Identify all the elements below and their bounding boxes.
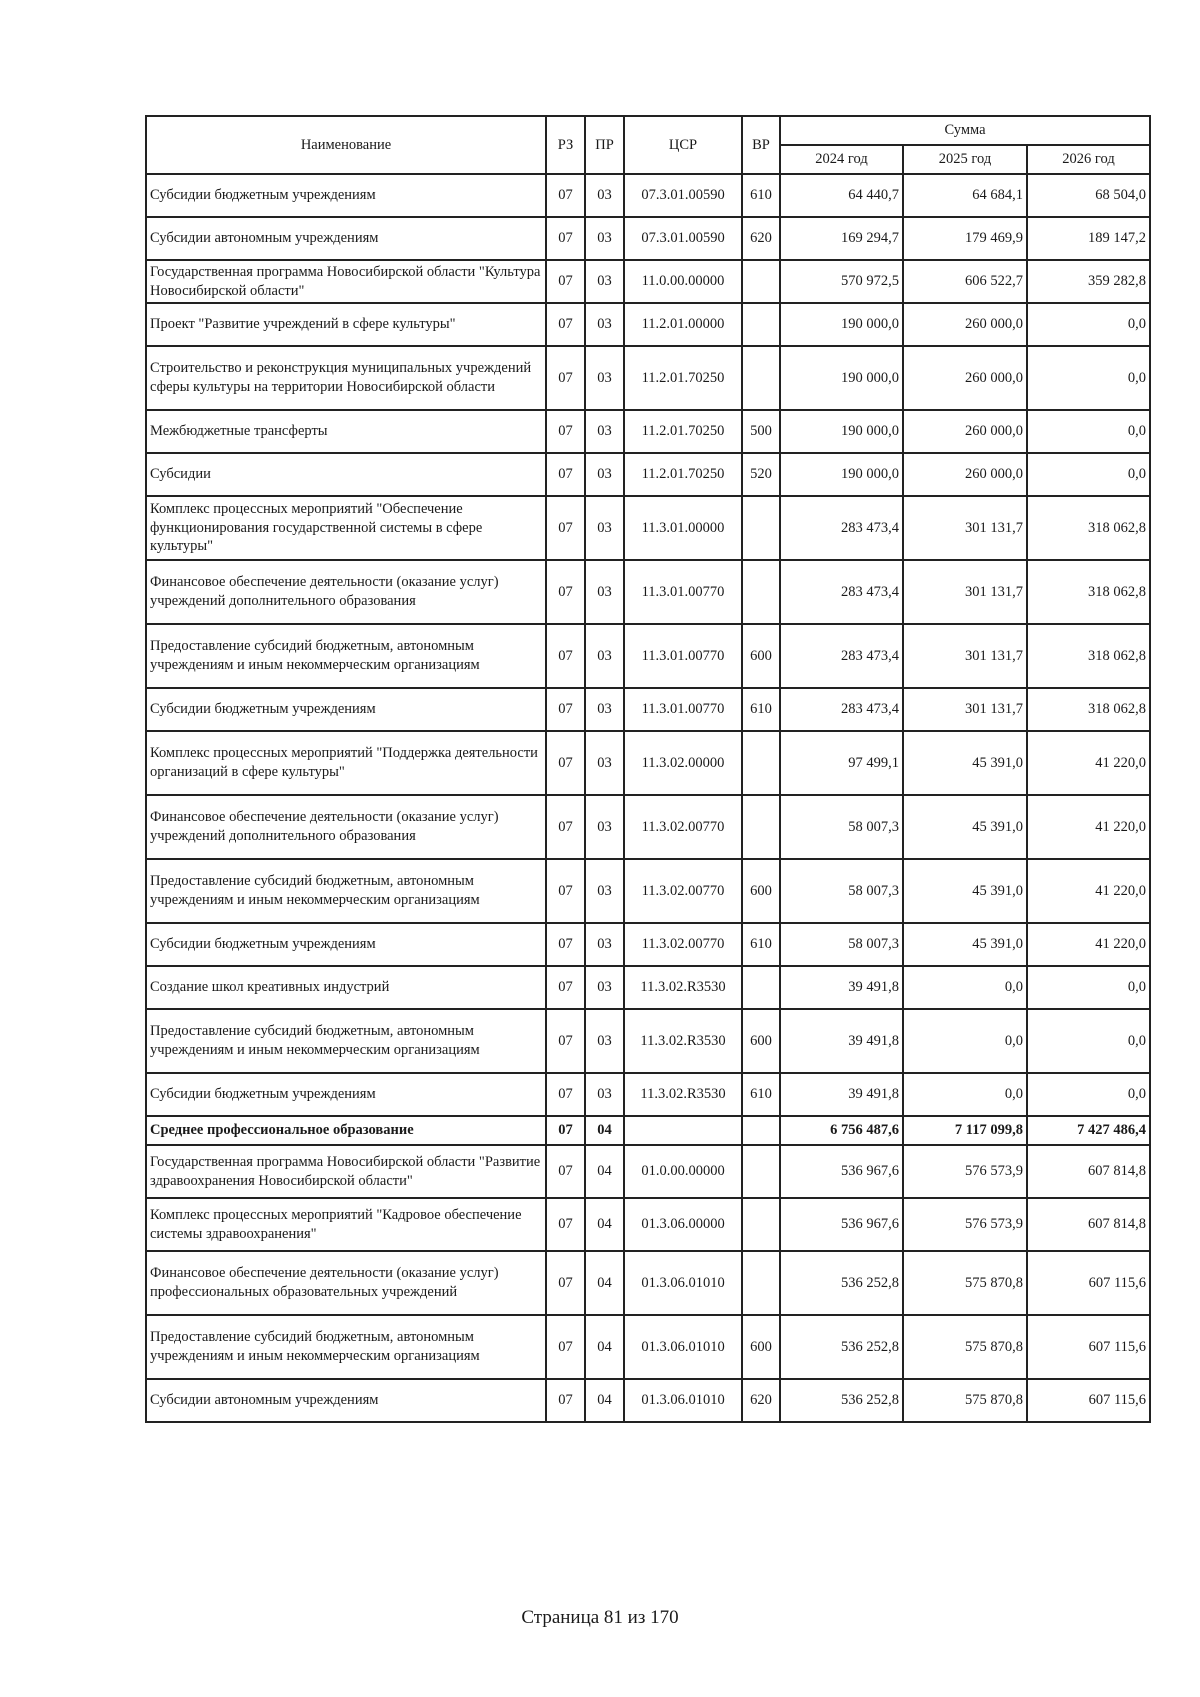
cell-pr: 03: [585, 923, 624, 966]
cell-amount-2026: 318 062,8: [1027, 560, 1150, 624]
cell-amount-2026: 7 427 486,4: [1027, 1116, 1150, 1145]
page-number: Страница 81 из 170: [521, 1607, 679, 1628]
cell-csr: 11.3.02.R3530: [624, 966, 742, 1009]
cell-amount-2025: 575 870,8: [903, 1379, 1027, 1422]
table-row: [146, 731, 1150, 795]
budget-table: [145, 115, 1151, 1423]
cell-vr: 610: [742, 688, 780, 731]
header-csr: ЦСР: [624, 116, 742, 174]
cell-rz: 07: [546, 1251, 585, 1315]
cell-csr: 11.2.01.70250: [624, 346, 742, 410]
cell-amount-2026: 318 062,8: [1027, 688, 1150, 731]
cell-csr: 11.3.01.00770: [624, 688, 742, 731]
cell-vr: [742, 1145, 780, 1198]
cell-rz: 07: [546, 496, 585, 560]
cell-name: Субсидии бюджетным учреждениям: [146, 1073, 546, 1116]
table-row: [146, 1116, 1150, 1145]
table-row: [146, 174, 1150, 217]
cell-amount-2025: 7 117 099,8: [903, 1116, 1027, 1145]
cell-vr: [742, 1251, 780, 1315]
cell-pr: 03: [585, 966, 624, 1009]
cell-pr: 03: [585, 1009, 624, 1073]
cell-vr: 600: [742, 859, 780, 923]
cell-amount-2026: 41 220,0: [1027, 859, 1150, 923]
cell-pr: 04: [585, 1116, 624, 1145]
cell-amount-2024: 97 499,1: [780, 731, 903, 795]
table-row: [146, 1073, 1150, 1116]
cell-rz: 07: [546, 966, 585, 1009]
cell-rz: 07: [546, 1116, 585, 1145]
cell-amount-2025: 45 391,0: [903, 923, 1027, 966]
cell-csr: 11.3.02.00770: [624, 923, 742, 966]
cell-rz: 07: [546, 217, 585, 260]
cell-csr: 01.3.06.00000: [624, 1198, 742, 1251]
cell-amount-2025: 301 131,7: [903, 560, 1027, 624]
cell-rz: 07: [546, 731, 585, 795]
cell-amount-2025: 606 522,7: [903, 260, 1027, 303]
cell-rz: 07: [546, 1145, 585, 1198]
cell-pr: 04: [585, 1198, 624, 1251]
cell-amount-2024: 169 294,7: [780, 217, 903, 260]
cell-amount-2026: 607 115,6: [1027, 1315, 1150, 1379]
table-row: [146, 1198, 1150, 1251]
cell-name: Предоставление субсидий бюджетным, автономным учреждениям и иным некоммерческим организациям: [146, 624, 546, 688]
cell-vr: [742, 1198, 780, 1251]
cell-name: Предоставление субсидий бюджетным, автономным учреждениям и иным некоммерческим организациям: [146, 1315, 546, 1379]
cell-vr: [742, 966, 780, 1009]
cell-name: Комплекс процессных мероприятий "Кадровое обеспечение системы здравоохранения": [146, 1198, 546, 1251]
cell-amount-2024: 39 491,8: [780, 1073, 903, 1116]
cell-amount-2024: 283 473,4: [780, 496, 903, 560]
cell-amount-2026: 607 814,8: [1027, 1145, 1150, 1198]
cell-pr: 03: [585, 1073, 624, 1116]
cell-amount-2024: 570 972,5: [780, 260, 903, 303]
cell-vr: 610: [742, 174, 780, 217]
cell-pr: 04: [585, 1315, 624, 1379]
cell-vr: 610: [742, 923, 780, 966]
cell-amount-2024: 536 252,8: [780, 1251, 903, 1315]
table-row: [146, 688, 1150, 731]
cell-pr: 04: [585, 1251, 624, 1315]
cell-amount-2025: 0,0: [903, 1009, 1027, 1073]
cell-csr: [624, 1116, 742, 1145]
cell-name: Субсидии автономным учреждениям: [146, 217, 546, 260]
cell-name: Проект "Развитие учреждений в сфере культуры": [146, 303, 546, 346]
cell-amount-2024: 536 252,8: [780, 1379, 903, 1422]
cell-amount-2026: 68 504,0: [1027, 174, 1150, 217]
cell-amount-2025: 179 469,9: [903, 217, 1027, 260]
cell-amount-2026: 0,0: [1027, 1009, 1150, 1073]
cell-name: Комплекс процессных мероприятий "Поддержка деятельности организаций в сфере культуры": [146, 731, 546, 795]
cell-name: Государственная программа Новосибирской области "Развитие здравоохранения Новосибирской области": [146, 1145, 546, 1198]
cell-amount-2026: 0,0: [1027, 453, 1150, 496]
table-row: [146, 966, 1150, 1009]
cell-amount-2026: 318 062,8: [1027, 496, 1150, 560]
cell-rz: 07: [546, 795, 585, 859]
cell-pr: 03: [585, 731, 624, 795]
cell-vr: 600: [742, 1009, 780, 1073]
cell-pr: 03: [585, 795, 624, 859]
header-year-2026: 2026 год: [1027, 145, 1150, 174]
header-year-2025: 2025 год: [903, 145, 1027, 174]
cell-pr: 03: [585, 624, 624, 688]
table-row: [146, 1251, 1150, 1315]
header-sum: Сумма: [780, 116, 1150, 145]
table-header: [146, 116, 1150, 174]
table-row: [146, 410, 1150, 453]
cell-name: Комплекс процессных мероприятий "Обеспечение функционирования государственной системы в сфере культуры": [146, 496, 546, 560]
cell-amount-2024: 536 967,6: [780, 1198, 903, 1251]
cell-amount-2026: 0,0: [1027, 410, 1150, 453]
cell-amount-2024: 283 473,4: [780, 560, 903, 624]
cell-vr: [742, 346, 780, 410]
cell-amount-2024: 64 440,7: [780, 174, 903, 217]
table-row: [146, 260, 1150, 303]
cell-amount-2024: 190 000,0: [780, 346, 903, 410]
cell-amount-2025: 576 573,9: [903, 1145, 1027, 1198]
header-rz: РЗ: [546, 116, 585, 174]
cell-amount-2026: 0,0: [1027, 966, 1150, 1009]
cell-amount-2024: 58 007,3: [780, 859, 903, 923]
cell-amount-2025: 45 391,0: [903, 795, 1027, 859]
table-row: [146, 1315, 1150, 1379]
cell-rz: 07: [546, 923, 585, 966]
table-row: [146, 1009, 1150, 1073]
table-row: [146, 217, 1150, 260]
cell-csr: 11.3.02.00000: [624, 731, 742, 795]
cell-amount-2026: 318 062,8: [1027, 624, 1150, 688]
cell-amount-2024: 58 007,3: [780, 795, 903, 859]
cell-pr: 03: [585, 496, 624, 560]
header-year-2024: 2024 год: [780, 145, 903, 174]
cell-name: Предоставление субсидий бюджетным, автономным учреждениям и иным некоммерческим организациям: [146, 859, 546, 923]
cell-name: Субсидии автономным учреждениям: [146, 1379, 546, 1422]
cell-amount-2024: 283 473,4: [780, 688, 903, 731]
cell-amount-2025: 260 000,0: [903, 410, 1027, 453]
cell-name: Субсидии бюджетным учреждениям: [146, 688, 546, 731]
cell-vr: 610: [742, 1073, 780, 1116]
cell-amount-2026: 41 220,0: [1027, 795, 1150, 859]
cell-rz: 07: [546, 1198, 585, 1251]
cell-csr: 11.3.02.00770: [624, 859, 742, 923]
cell-name: Среднее профессиональное образование: [146, 1116, 546, 1145]
cell-rz: 07: [546, 1315, 585, 1379]
cell-rz: 07: [546, 1073, 585, 1116]
table-row: [146, 859, 1150, 923]
table-row: [146, 496, 1150, 560]
cell-amount-2026: 607 115,6: [1027, 1251, 1150, 1315]
cell-pr: 03: [585, 859, 624, 923]
cell-rz: 07: [546, 560, 585, 624]
cell-vr: [742, 731, 780, 795]
cell-name: Финансовое обеспечение деятельности (оказание услуг) учреждений дополнительного образования: [146, 560, 546, 624]
cell-csr: 11.3.01.00770: [624, 624, 742, 688]
cell-rz: 07: [546, 453, 585, 496]
cell-rz: 07: [546, 1379, 585, 1422]
table-row: [146, 795, 1150, 859]
cell-amount-2025: 260 000,0: [903, 303, 1027, 346]
cell-csr: 01.3.06.01010: [624, 1379, 742, 1422]
cell-amount-2025: 575 870,8: [903, 1315, 1027, 1379]
cell-name: Государственная программа Новосибирской области "Культура Новосибирской области": [146, 260, 546, 303]
cell-rz: 07: [546, 346, 585, 410]
cell-amount-2026: 0,0: [1027, 1073, 1150, 1116]
header-name: Наименование: [146, 116, 546, 174]
cell-pr: 03: [585, 174, 624, 217]
cell-rz: 07: [546, 174, 585, 217]
cell-rz: 07: [546, 410, 585, 453]
cell-vr: 520: [742, 453, 780, 496]
cell-amount-2026: 359 282,8: [1027, 260, 1150, 303]
cell-vr: 620: [742, 1379, 780, 1422]
cell-amount-2026: 41 220,0: [1027, 923, 1150, 966]
cell-amount-2025: 45 391,0: [903, 859, 1027, 923]
cell-amount-2025: 301 131,7: [903, 496, 1027, 560]
cell-csr: 11.3.01.00770: [624, 560, 742, 624]
cell-csr: 11.3.02.R3530: [624, 1009, 742, 1073]
cell-pr: 03: [585, 260, 624, 303]
cell-csr: 01.3.06.01010: [624, 1315, 742, 1379]
cell-vr: [742, 795, 780, 859]
cell-csr: 11.2.01.70250: [624, 453, 742, 496]
cell-csr: 11.3.02.R3530: [624, 1073, 742, 1116]
cell-name: Предоставление субсидий бюджетным, автономным учреждениям и иным некоммерческим организациям: [146, 1009, 546, 1073]
header-vr: ВР: [742, 116, 780, 174]
cell-amount-2024: 39 491,8: [780, 966, 903, 1009]
cell-rz: 07: [546, 859, 585, 923]
cell-amount-2024: 6 756 487,6: [780, 1116, 903, 1145]
table-row: [146, 453, 1150, 496]
cell-amount-2025: 45 391,0: [903, 731, 1027, 795]
cell-amount-2025: 260 000,0: [903, 346, 1027, 410]
cell-vr: [742, 1116, 780, 1145]
cell-name: Финансовое обеспечение деятельности (оказание услуг) профессиональных образовательных учреждений: [146, 1251, 546, 1315]
cell-rz: 07: [546, 1009, 585, 1073]
cell-name: Субсидии бюджетным учреждениям: [146, 174, 546, 217]
table-row: [146, 923, 1150, 966]
cell-amount-2025: 0,0: [903, 966, 1027, 1009]
cell-rz: 07: [546, 624, 585, 688]
cell-vr: 500: [742, 410, 780, 453]
cell-amount-2024: 283 473,4: [780, 624, 903, 688]
cell-pr: 03: [585, 346, 624, 410]
cell-csr: 01.0.00.00000: [624, 1145, 742, 1198]
cell-name: Строительство и реконструкция муниципальных учреждений сферы культуры на территории Новосибирской области: [146, 346, 546, 410]
cell-csr: 11.0.00.00000: [624, 260, 742, 303]
cell-amount-2026: 607 814,8: [1027, 1198, 1150, 1251]
cell-pr: 04: [585, 1379, 624, 1422]
cell-amount-2025: 576 573,9: [903, 1198, 1027, 1251]
cell-name: Создание школ креативных индустрий: [146, 966, 546, 1009]
cell-amount-2024: 58 007,3: [780, 923, 903, 966]
cell-amount-2026: 0,0: [1027, 346, 1150, 410]
table-row: [146, 624, 1150, 688]
cell-pr: 03: [585, 453, 624, 496]
cell-csr: 07.3.01.00590: [624, 174, 742, 217]
cell-vr: 620: [742, 217, 780, 260]
cell-amount-2025: 301 131,7: [903, 624, 1027, 688]
cell-name: Межбюджетные трансферты: [146, 410, 546, 453]
cell-amount-2024: 190 000,0: [780, 453, 903, 496]
cell-amount-2024: 190 000,0: [780, 410, 903, 453]
cell-amount-2025: 64 684,1: [903, 174, 1027, 217]
cell-amount-2025: 260 000,0: [903, 453, 1027, 496]
cell-amount-2024: 39 491,8: [780, 1009, 903, 1073]
cell-name: Субсидии бюджетным учреждениям: [146, 923, 546, 966]
cell-amount-2024: 536 967,6: [780, 1145, 903, 1198]
cell-amount-2024: 190 000,0: [780, 303, 903, 346]
cell-amount-2026: 189 147,2: [1027, 217, 1150, 260]
cell-csr: 11.3.02.00770: [624, 795, 742, 859]
cell-pr: 03: [585, 303, 624, 346]
cell-vr: 600: [742, 624, 780, 688]
cell-rz: 07: [546, 260, 585, 303]
cell-rz: 07: [546, 303, 585, 346]
cell-name: Субсидии: [146, 453, 546, 496]
cell-pr: 04: [585, 1145, 624, 1198]
cell-amount-2026: 41 220,0: [1027, 731, 1150, 795]
table-body: [146, 174, 1150, 1422]
cell-pr: 03: [585, 410, 624, 453]
table-row: [146, 346, 1150, 410]
cell-amount-2025: 575 870,8: [903, 1251, 1027, 1315]
cell-pr: 03: [585, 688, 624, 731]
table-row: [146, 560, 1150, 624]
table-row: [146, 1145, 1150, 1198]
header-pr: ПР: [585, 116, 624, 174]
cell-csr: 07.3.01.00590: [624, 217, 742, 260]
cell-amount-2025: 301 131,7: [903, 688, 1027, 731]
cell-vr: [742, 496, 780, 560]
table-row: [146, 1379, 1150, 1422]
cell-csr: 01.3.06.01010: [624, 1251, 742, 1315]
cell-csr: 11.2.01.70250: [624, 410, 742, 453]
cell-csr: 11.3.01.00000: [624, 496, 742, 560]
cell-pr: 03: [585, 560, 624, 624]
cell-amount-2024: 536 252,8: [780, 1315, 903, 1379]
cell-name: Финансовое обеспечение деятельности (оказание услуг) учреждений дополнительного образования: [146, 795, 546, 859]
cell-amount-2026: 607 115,6: [1027, 1379, 1150, 1422]
cell-csr: 11.2.01.00000: [624, 303, 742, 346]
cell-vr: 600: [742, 1315, 780, 1379]
cell-amount-2025: 0,0: [903, 1073, 1027, 1116]
cell-vr: [742, 260, 780, 303]
cell-rz: 07: [546, 688, 585, 731]
cell-vr: [742, 303, 780, 346]
cell-vr: [742, 560, 780, 624]
table-row: [146, 303, 1150, 346]
cell-pr: 03: [585, 217, 624, 260]
cell-amount-2026: 0,0: [1027, 303, 1150, 346]
